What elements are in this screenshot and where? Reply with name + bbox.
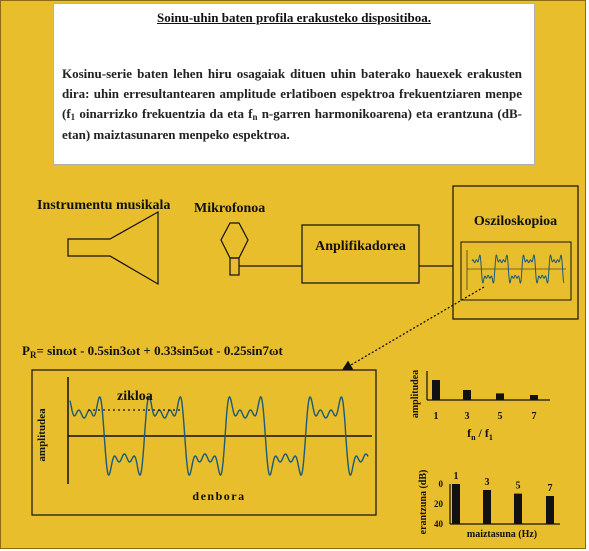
spectrum2-y-label: erantzuna (dB) — [418, 469, 429, 535]
spectrum2-y-ticks — [434, 479, 444, 529]
amplitude-bar — [496, 393, 504, 400]
response-y-tick: 40 — [434, 519, 443, 529]
response-bar — [483, 490, 491, 524]
description-subn: n — [252, 112, 258, 122]
oscilloscope-screen — [461, 242, 571, 300]
oscilloscope-box — [453, 186, 578, 319]
description-sub1: 1 — [70, 112, 76, 122]
spectrum1-x-sub-1: 1 — [488, 433, 493, 442]
instrument-label: Instrumentu musikala — [37, 198, 171, 213]
spectrum1-y-label: amplitudea — [410, 369, 421, 419]
response-bar-label: 7 — [547, 483, 553, 494]
microphone-label: Mikrofonoa — [194, 201, 266, 216]
response-bar-label: 3 — [484, 477, 490, 488]
oscilloscope-label: Osziloskopioa — [473, 214, 558, 229]
response-bar-label: 1 — [453, 471, 459, 482]
microphone-stand — [230, 258, 239, 275]
description-part1: Kosinu-serie baten lehen hiru osagaiak dituen uhin baterako hauexek erakusten dira: uhin erresultantearen amplitude erlatiboen espektroa frekuentziaren menpe (f — [62, 66, 522, 121]
amplitude-tick-label: 1 — [433, 411, 439, 422]
horn-icon — [68, 212, 158, 284]
amplifier-label: Anplifikadorea — [315, 239, 406, 254]
page-title: Soinu-uhin baten profila erakusteko dispositiboa. — [157, 10, 431, 25]
spectrum2-x-label: maiztasuna (Hz) — [466, 529, 538, 540]
formula-rest: = sinωt - 0.5sin3ωt + 0.33sin5ωt - 0.25sin7ωt — [36, 343, 283, 358]
formula-p: P — [22, 343, 30, 358]
amplitude-tick-label: 7 — [531, 411, 537, 422]
response-bar — [514, 494, 522, 524]
spectrum1-bars — [432, 380, 538, 400]
description-part3: n-garren harmonikoarena) eta erantzuna (dB-etan) maiztasunaren menpeko espektroa. — [62, 106, 522, 142]
response-bar-label: 5 — [515, 480, 521, 492]
spectrum1-x-f: f — [467, 426, 472, 440]
amplitude-tick-label: 5 — [497, 411, 503, 422]
amplifier-box — [302, 225, 419, 283]
response-bar — [452, 484, 460, 524]
description-part2: oinarrizko frekuentzia da eta f — [75, 106, 253, 121]
response-y-tick: 20 — [434, 499, 443, 509]
spectrum1-x-sub-n: n — [471, 433, 476, 442]
response-y-tick: 0 — [438, 479, 443, 489]
formula-sub: R — [29, 350, 37, 360]
amplitude-axis-label: amplitudea — [36, 408, 48, 462]
microphone-icon — [221, 223, 248, 258]
spectrum2-bars — [452, 471, 554, 524]
response-bar — [546, 496, 554, 524]
formula — [22, 343, 284, 360]
amplitude-tick-label: 3 — [464, 411, 470, 422]
amplitude-bar — [432, 380, 440, 400]
amplitude-bar — [463, 390, 471, 400]
cycle-label: zikloa — [117, 389, 153, 404]
dotted-arrow — [344, 287, 484, 369]
spectrum1-x-mid: / f — [475, 426, 489, 440]
amplitude-bar — [530, 395, 538, 400]
time-axis-label: denbora — [192, 489, 246, 503]
spectrum1-x-label — [467, 426, 493, 442]
spectrum1-x-ticks — [434, 411, 537, 422]
